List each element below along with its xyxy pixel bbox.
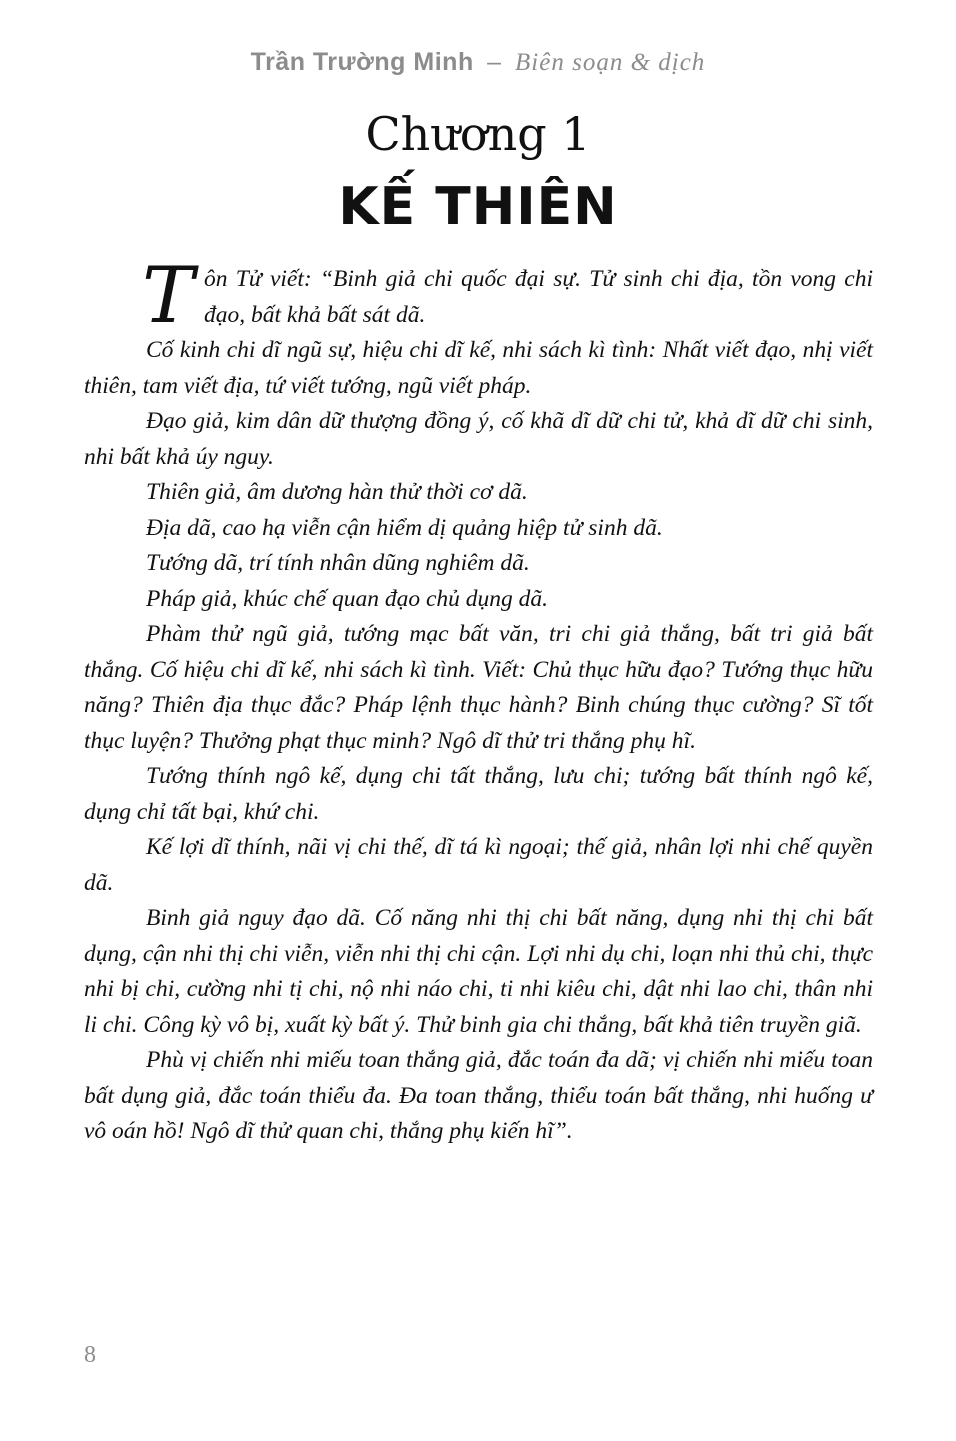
body-paragraph: Tướng thính ngô kế, dụng chi tất thắng, lưu chi; tướng bất thính ngô kế, dụng chỉ tất bại, khứ chi.: [84, 763, 873, 825]
header-role: Biên soạn & dịch: [515, 49, 706, 76]
body-paragraph: Pháp giả, khúc chế quan đạo chủ dụng dã.: [146, 585, 549, 612]
body-paragraph: Thiên giả, âm dương hàn thử thời cơ dã.: [146, 479, 528, 505]
body-paragraph: Đạo giả, kim dân dữ thượng đồng ý, cố khã dĩ dữ chi tử, khả dĩ dữ chi sinh, nhi bất khả úy nguy.: [84, 408, 873, 470]
body-paragraph: Tướng dã, trí tính nhân dũng nghiêm dã.: [146, 550, 530, 576]
header-separator: –: [487, 48, 502, 76]
chapter-number: Chương 1: [365, 107, 591, 161]
chapter-body: [84, 251, 873, 1150]
body-paragraph: Phàm thử ngũ giả, tướng mạc bất văn, tri chi giả thắng, bất tri giả bất thắng. Cố hiệu chi dĩ kế, nhi sách kì tình. Viết: Chủ thục hữu đạo? Tướng thục hữu năng? Thiên địa thục đắc? Pháp lệnh thục hành? Binh chúng thục cường? Sĩ tốt thục luyện? Thưởng phạt thục minh? Ngô dĩ thử tri thắng phụ hĩ.: [84, 621, 873, 754]
body-paragraph: Địa dã, cao hạ viễn cận hiểm dị quảng hiệp tử sinh dã.: [146, 514, 663, 541]
running-header: [0, 48, 956, 77]
body-paragraph: Cố kinh chi dĩ ngũ sự, hiệu chi dĩ kế, nhi sách kì tình: Nhất viết đạo, nhị viết thiên, tam viết địa, tứ viết tướng, ngũ viết pháp.: [84, 337, 873, 399]
chapter-title: KẾ THIÊN: [338, 177, 618, 237]
header-author: Trần Trường Minh: [250, 48, 474, 76]
body-paragraph-1-text: ôn Tử viết: “Binh giả chi quốc đại sự. Tử sinh chi địa, tồn vong chi đạo, bất khả bất sát dã.: [204, 266, 873, 328]
drop-cap: T: [142, 251, 195, 341]
body-paragraph: Binh giả nguy đạo dã. Cố năng nhi thị chi bất năng, dụng nhi thị chi bất dụng, cận nhi thị chi viễn, viễn nhi thị chi cận. Lợi nhi dụ chi, loạn nhi thủ chi, thực nhi bị chi, cường nhi tị chi, nộ nhi náo chi, ti nhi kiêu chi, dật nhi lao chi, thân nhi li chi. Công kỳ vô bị, xuất kỳ bất ý. Thử binh gia chi thắng, bất khả tiên truyền giã.: [84, 905, 873, 1038]
body-paragraph: Kế lợi dĩ thính, nãi vị chi thế, dĩ tá kì ngoại; thế giả, nhân lợi nhi chế quyền dã.: [84, 834, 873, 896]
body-paragraph-1: [84, 251, 873, 341]
body-paragraph: Phù vị chiến nhi miếu toan thắng giả, đắc toán đa dã; vị chiến nhi miếu toan bất dụng giả, đắc toán thiểu đa. Đa toan thắng, thiểu toán bất thắng, nhi huống ư vô oán hồ! Ngô dĩ thử quan chi, thắng phụ kiến hĩ”.: [84, 1047, 873, 1144]
page-number: 8: [84, 1342, 96, 1368]
